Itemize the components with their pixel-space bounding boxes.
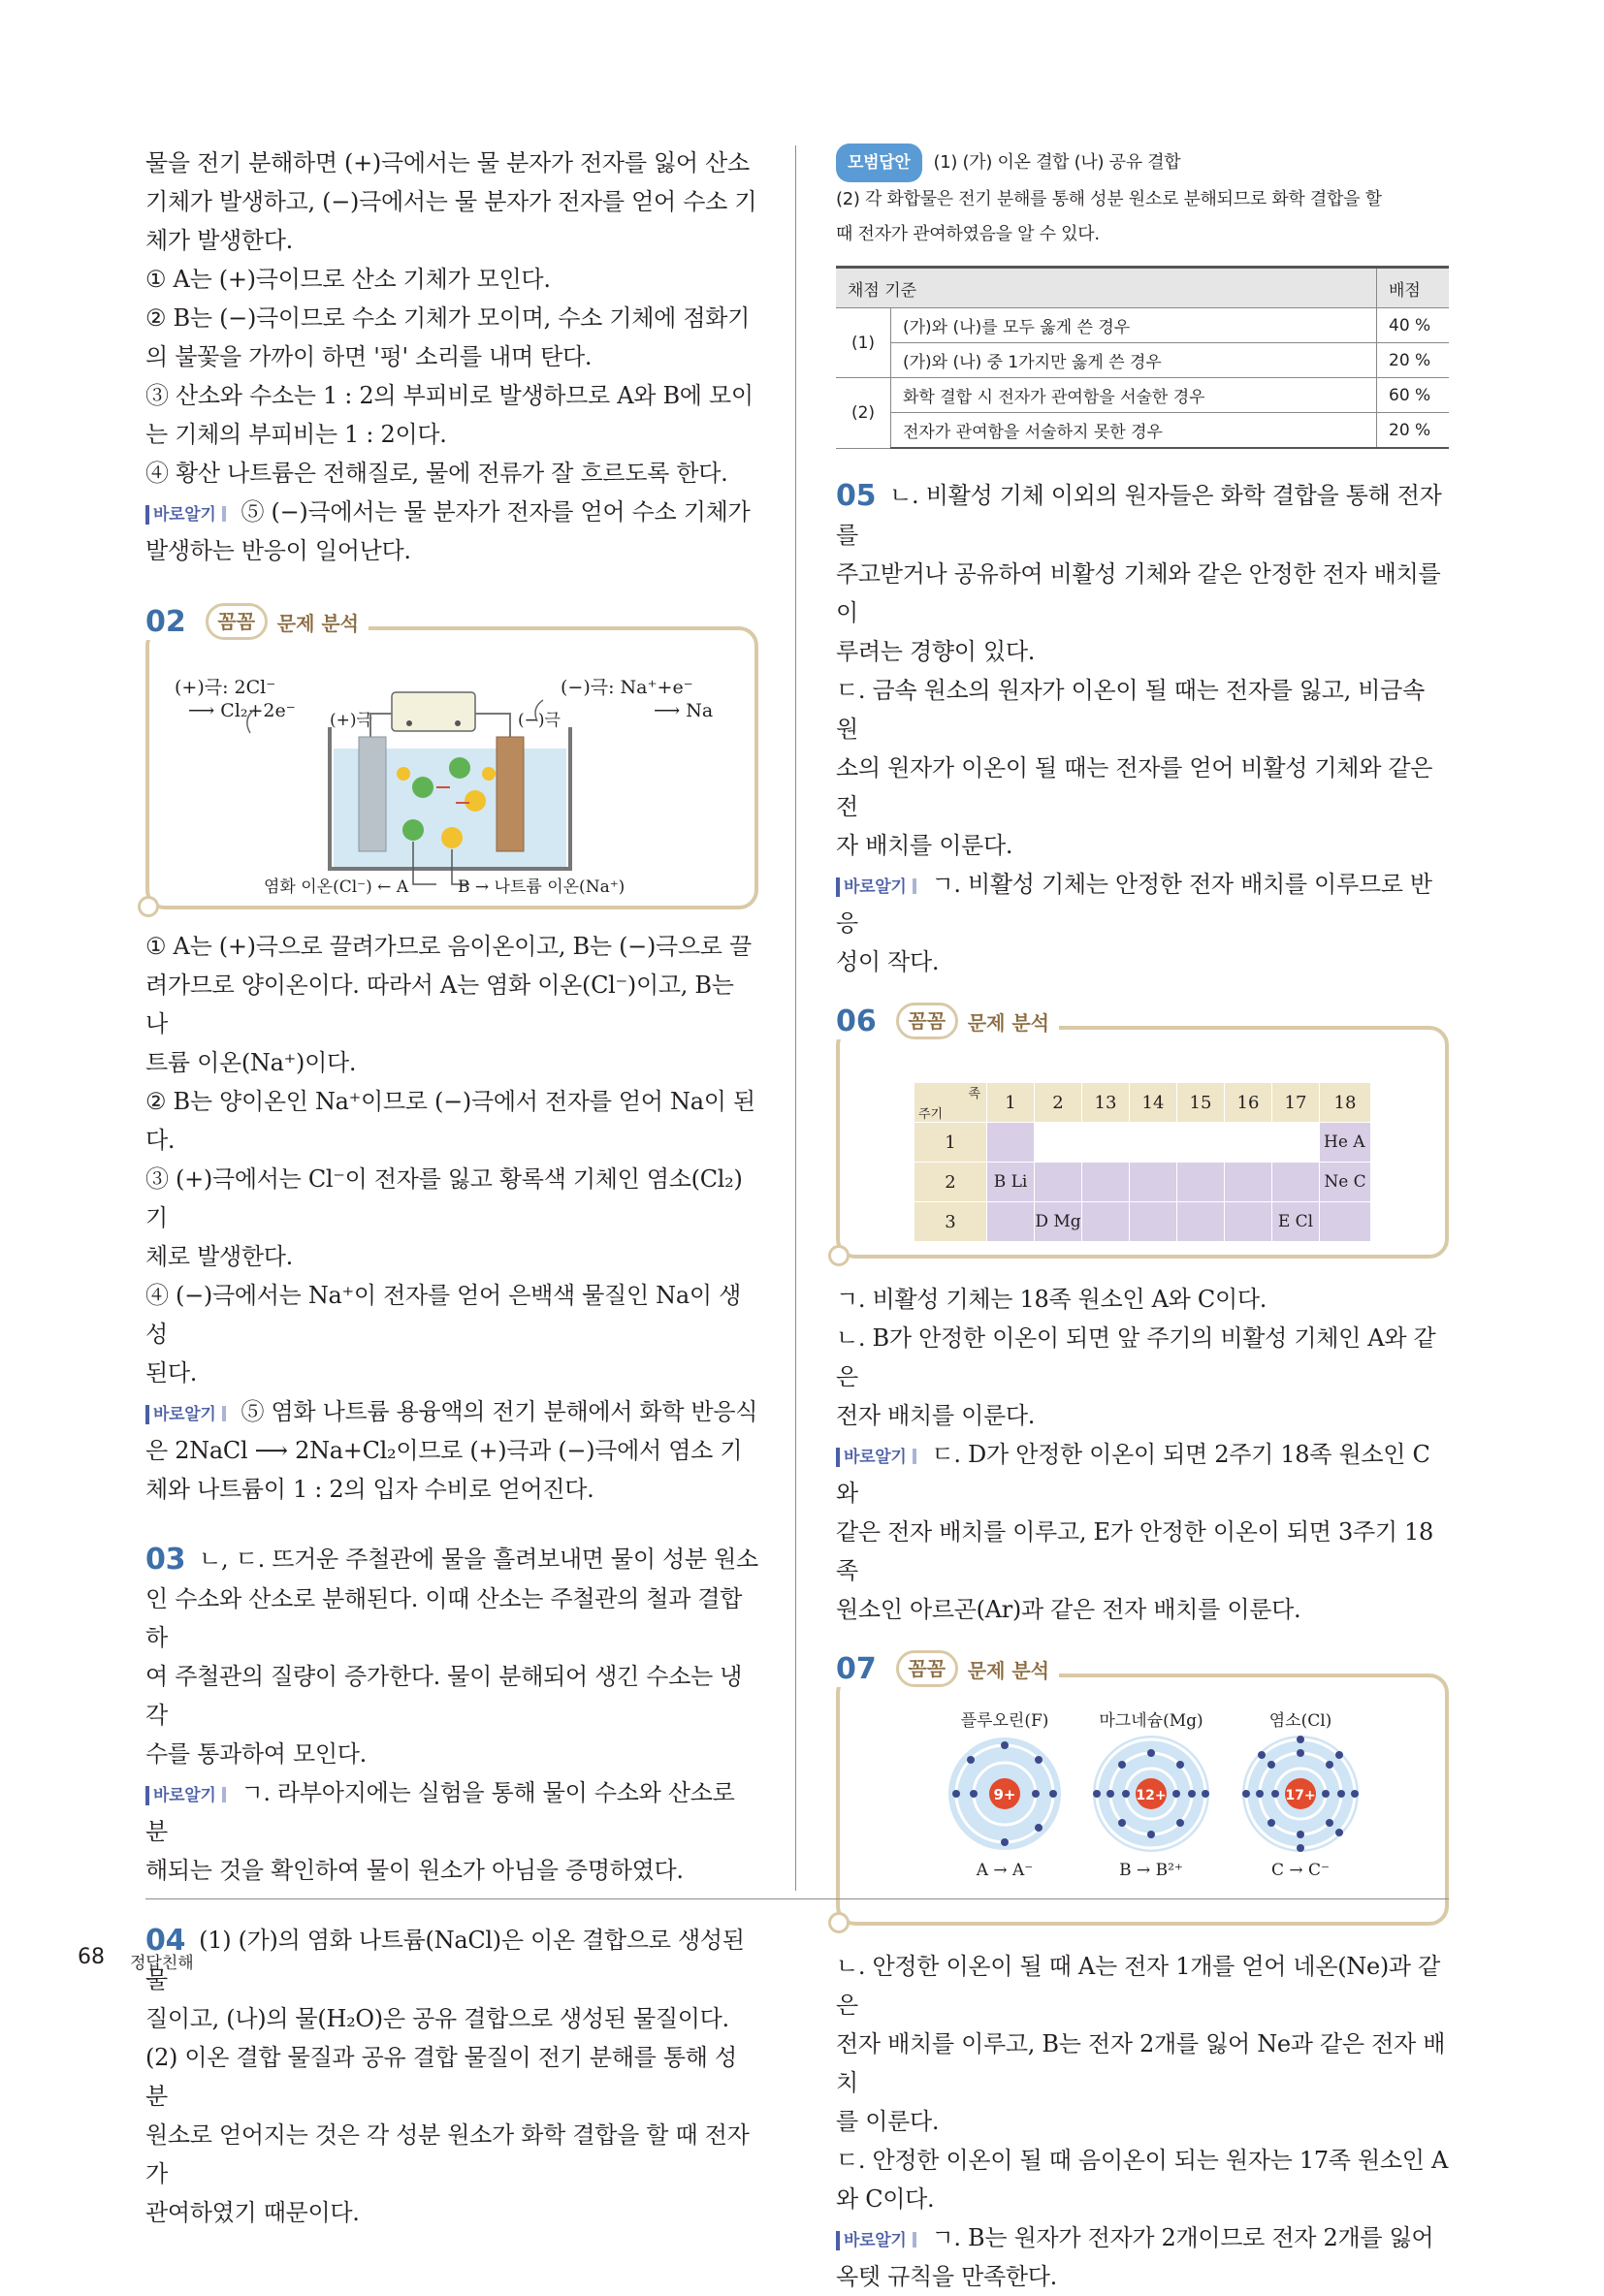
box-corner-dot <box>828 1912 850 1933</box>
question-number: 05 <box>836 479 877 513</box>
bohr-model-f <box>942 1731 1068 1857</box>
element-cell: E Cl <box>1272 1202 1320 1242</box>
table-cell: (가)와 (나)를 모두 옳게 쓴 경우 <box>891 308 1377 343</box>
question-number: 07 <box>836 1651 877 1686</box>
atom-magnesium <box>1078 1706 1224 1880</box>
baro-line: 바로알기 ㄱ. 라부아지에는 실험을 통해 물이 수소와 산소로 분 <box>145 1779 735 1845</box>
text-line: (2) 각 화합물은 전기 분해를 통해 성분 원소로 분해되므로 화학 결합을 할 <box>836 189 1382 209</box>
atom-fluorine <box>937 1706 1073 1880</box>
model-answer <box>836 144 1449 252</box>
text-line: 수를 통과하여 모인다. <box>145 1740 367 1768</box>
text-line: ① A는 (+)극으로 끌려가므로 음이온이고, B는 (−)극으로 끌 <box>145 933 752 960</box>
baro-line: 바로알기 ㄷ. D가 안정한 이온이 되면 2주기 18족 원소인 C와 <box>836 1441 1430 1507</box>
kkom-badge: 꼼꼼 <box>896 1650 958 1687</box>
nucleus-label: 12+ <box>1136 1788 1167 1803</box>
element-cell <box>987 1202 1035 1242</box>
kkom-badge: 꼼꼼 <box>896 1003 958 1039</box>
text-line: 된다. <box>145 1359 198 1387</box>
chloride-ion <box>402 819 424 841</box>
electrolysis-apparatus <box>149 630 754 906</box>
period-header: 3 <box>914 1202 987 1242</box>
periodic-table <box>914 1082 1371 1242</box>
bohr-model-mg <box>1088 1731 1214 1857</box>
element-cell <box>1130 1163 1177 1202</box>
footer-rule <box>145 1898 1449 1899</box>
text-line: 때 전자가 관여하였음을 알 수 있다. <box>836 224 1100 244</box>
left-column <box>145 144 758 2232</box>
kkom-badge: 꼼꼼 <box>206 603 268 640</box>
model-answer-badge: 모범답안 <box>836 144 922 182</box>
group-header: 13 <box>1082 1083 1130 1123</box>
scoring-table <box>836 266 1449 449</box>
column-divider <box>795 145 796 1891</box>
q06-explanation <box>836 1280 1449 1629</box>
element-cell: He A <box>1320 1123 1371 1163</box>
table-cell: 전자가 관여함을 서술하지 못한 경우 <box>891 413 1377 449</box>
baro-label: 바로알기 <box>836 1448 922 1467</box>
q07-explanation <box>836 1947 1449 2296</box>
group-header: 15 <box>1177 1083 1225 1123</box>
table-row <box>836 378 1449 413</box>
right-eq-line2: ⟶ Na <box>654 700 714 721</box>
text-line: 원소인 아르곤(Ar)과 같은 전자 배치를 이룬다. <box>836 1596 1301 1623</box>
group-header: 2 <box>1035 1083 1082 1123</box>
gap-cell <box>1035 1123 1272 1163</box>
gap-cell <box>1272 1123 1320 1163</box>
text-line: 체와 나트륨이 1 : 2의 입자 수비로 얻어진다. <box>145 1476 594 1503</box>
text-line: ② B는 (−)극이므로 수소 기체가 모이며, 수소 기체에 점화기 <box>145 304 751 332</box>
group-header: 16 <box>1225 1083 1272 1123</box>
text-line: 체로 발생한다. <box>145 1243 293 1270</box>
left-eq-line1: (+)극: 2Cl⁻ <box>175 677 276 698</box>
right-eq-line1: (−)극: Na⁺+e⁻ <box>561 677 693 698</box>
group-header: 17 <box>1272 1083 1320 1123</box>
element-cell <box>1225 1163 1272 1202</box>
text-line: 전자 배치를 이루고, B는 전자 2개를 잃어 Ne과 같은 전자 배치 <box>836 2030 1446 2096</box>
question-number: 06 <box>836 1004 877 1038</box>
baro-label: 바로알기 <box>836 2231 922 2250</box>
period-header: 1 <box>914 1123 987 1163</box>
text-line: 주고받거나 공유하여 비활성 기체와 같은 안정한 전자 배치를 이 <box>836 560 1441 626</box>
chloride-ion <box>449 757 470 779</box>
sodium-ion <box>397 767 410 781</box>
text-line: 발생하는 반응이 일어난다. <box>145 537 411 564</box>
q02-analysis-box <box>145 604 758 909</box>
label-b: B → 나트륨 이온(Na⁺) <box>458 877 626 897</box>
group-header: 18 <box>1320 1083 1371 1123</box>
left-eq-line2: ⟶ Cl₂+2e⁻ <box>188 700 296 721</box>
text-line: ㄴ, ㄷ. 뜨거운 주철관에 물을 흘려보내면 물이 성분 원소 <box>199 1546 758 1573</box>
element-cell <box>1272 1163 1320 1202</box>
question-number: 02 <box>145 604 186 639</box>
text-line: 원소로 얻어지는 것은 각 성분 원소가 화학 결합을 할 때 전자가 <box>145 2121 750 2187</box>
chloride-ion <box>412 777 433 798</box>
text-line: ㄴ. B가 안정한 이온이 되면 앞 주기의 비활성 기체인 A와 같은 <box>836 1324 1436 1390</box>
text-line: ④ (−)극에서는 Na⁺이 전자를 얻어 은백색 물질인 Na이 생성 <box>145 1282 741 1348</box>
text-line: 은 2NaCl ⟶ 2Na+Cl₂이므로 (+)극과 (−)극에서 염소 기 <box>145 1437 743 1464</box>
text-line: (1) (가) 이온 결합 (나) 공유 결합 <box>933 152 1181 173</box>
text-line: ㄷ. 금속 원소의 원자가 이온이 될 때는 전자를 잃고, 비금속 원 <box>836 677 1425 743</box>
element-cell <box>1082 1202 1130 1242</box>
text-line: ㄴ. 비활성 기체 이외의 원자들은 화학 결합을 통해 전자를 <box>836 482 1442 549</box>
text-line: ① A는 (+)극이므로 산소 기체가 모인다. <box>145 266 551 293</box>
table-row <box>836 308 1449 343</box>
atom-chlorine <box>1228 1706 1373 1880</box>
bohr-model-cl <box>1237 1731 1363 1857</box>
question-number: 03 <box>145 1543 186 1577</box>
box-title: 문제 분석 <box>276 611 359 635</box>
ion-label: C → C⁻ <box>1270 1861 1331 1880</box>
element-cell: D Mg <box>1035 1202 1082 1242</box>
element-cell <box>1035 1163 1082 1202</box>
group-header: 1 <box>987 1083 1035 1123</box>
text-line: 인 수소와 산소로 분해된다. 이때 산소는 주철관의 철과 결합하 <box>145 1585 743 1651</box>
table-cell: 60 % <box>1377 378 1450 413</box>
element-cell: Ne C <box>1320 1163 1371 1202</box>
box-corner-dot <box>828 1245 850 1266</box>
box-title: 문제 분석 <box>967 1010 1049 1035</box>
table-row <box>836 413 1449 449</box>
ion-label: B → B²⁺ <box>1119 1861 1183 1880</box>
element-cell <box>1225 1202 1272 1242</box>
text-line: 같은 전자 배치를 이루고, E가 안정한 이온이 되면 3주기 18족 <box>836 1518 1433 1584</box>
text-line: (2) 이온 결합 물질과 공유 결합 물질이 전기 분해를 통해 성분 <box>145 2044 737 2110</box>
baro-label: 바로알기 <box>145 1405 232 1424</box>
atom-name: 플루오린(F) <box>960 1711 1049 1731</box>
text-line: 트륨 이온(Na⁺)이다. <box>145 1049 357 1076</box>
page-number: 68 <box>78 1945 105 1969</box>
text-line: 옥텟 규칙을 만족한다. <box>836 2263 1057 2290</box>
sodium-ion <box>482 767 496 781</box>
text-line: 자 배치를 이룬다. <box>836 832 1013 859</box>
minus-electrode-label: (−)극 <box>518 711 561 730</box>
baro-line: 바로알기 ⑤ 염화 나트륨 용융액의 전기 분해에서 화학 반응식 <box>145 1392 758 1431</box>
text-line: 의 불꽃을 가까이 하면 '펑' 소리를 내며 탄다. <box>145 343 593 370</box>
sodium-ion <box>465 790 486 812</box>
q02-explanation <box>145 927 758 1509</box>
electrolysis-diagram <box>149 630 754 906</box>
text-line: 소의 원자가 이온이 될 때는 전자를 얻어 비활성 기체와 같은 전 <box>836 754 1433 820</box>
text-line: 성이 작다. <box>836 948 940 975</box>
baro-line: 바로알기 ㄱ. 비활성 기체는 안정한 전자 배치를 이루므로 반응 <box>836 871 1432 937</box>
text-line: ④ 황산 나트륨은 전해질로, 물에 전류가 잘 흐르도록 한다. <box>145 460 728 487</box>
scoring-header-criterion: 채점 기준 <box>836 268 1377 308</box>
group-header: 14 <box>1130 1083 1177 1123</box>
text-line: ② B는 양이온인 Na⁺이므로 (−)극에서 전자를 얻어 Na이 된다. <box>145 1088 755 1154</box>
q03-explanation <box>145 1540 758 1890</box>
q06-box-header <box>836 1003 1059 1039</box>
scoring-header-score: 배점 <box>1377 268 1450 308</box>
nucleus-label: 9+ <box>993 1786 1016 1803</box>
label-a: 염화 이온(Cl⁻) ← A <box>264 877 409 897</box>
q07-analysis-box <box>836 1651 1449 1926</box>
text-line: 해되는 것을 확인하여 물이 원소가 아님을 증명하였다. <box>145 1857 684 1884</box>
text-line: (1) (가)의 염화 나트륨(NaCl)은 이온 결합으로 생성된 물 <box>145 1927 745 1993</box>
element-cell <box>1082 1163 1130 1202</box>
text-line: 려가므로 양이온이다. 따라서 A는 염화 이온(Cl⁻)이고, B는 나 <box>145 972 734 1037</box>
table-cell: (1) <box>836 308 891 378</box>
text-line: 와 C이다. <box>836 2185 935 2213</box>
q07-box-header <box>836 1650 1059 1687</box>
element-cell <box>1177 1202 1225 1242</box>
table-cell: (2) <box>836 378 891 449</box>
ion-label: A → A⁻ <box>976 1861 1034 1880</box>
table-cell: 화학 결합 시 전자가 관여함을 서술한 경우 <box>891 378 1377 413</box>
q04-explanation <box>145 1921 758 2232</box>
text-line: 체가 발생한다. <box>145 227 293 254</box>
text-line: 질이고, (나)의 물(H₂O)은 공유 결합으로 생성된 물질이다. <box>145 2005 729 2032</box>
text-line: 물을 전기 분해하면 (+)극에서는 물 분자가 전자를 잃어 산소 <box>145 149 750 176</box>
text-line: 는 기체의 부피비는 1 : 2이다. <box>145 421 447 448</box>
box-title: 문제 분석 <box>967 1658 1049 1682</box>
text-line: ㄴ. 안정한 이온이 될 때 A는 전자 1개를 얻어 네온(Ne)과 같은 <box>836 1953 1441 2019</box>
text-line: ③ (+)극에서는 Cl⁻이 전자를 잃고 황록색 기체인 염소(Cl₂) 기 <box>145 1165 743 1231</box>
plus-electrode-label: (+)극 <box>330 711 372 730</box>
table-cell: 20 % <box>1377 343 1450 378</box>
text-line: 관여하였기 때문이다. <box>145 2199 360 2226</box>
text-line: 루려는 경향이 있다. <box>836 638 1036 665</box>
corner-cell: 족 주기 <box>914 1083 987 1123</box>
element-cell <box>1177 1163 1225 1202</box>
text-line: 여 주철관의 질량이 증가한다. 물이 분해되어 생긴 수소는 냉각 <box>145 1663 743 1729</box>
element-cell: B Li <box>987 1163 1035 1202</box>
right-column <box>836 144 1449 2296</box>
baro-line: 바로알기 ⑤ (−)극에서는 물 분자가 전자를 얻어 수소 기체가 <box>145 493 758 531</box>
intro-explanation <box>145 144 758 570</box>
text-line: ㄷ. 안정한 이온이 될 때 음이온이 되는 원자는 17족 원소인 A <box>836 2147 1449 2174</box>
text-line: 를 이룬다. <box>836 2108 940 2135</box>
baro-line: 바로알기 ㄱ. B는 원자가 전자가 2개이므로 전자 2개를 잃어 <box>836 2218 1449 2257</box>
text-line: 기체가 발생하고, (−)극에서는 물 분자가 전자를 얻어 수소 기 <box>145 188 757 215</box>
atom-name: 마그네슘(Mg) <box>1099 1711 1203 1731</box>
page-label: 정답친해 <box>130 1954 194 1973</box>
table-row <box>836 343 1449 378</box>
element-cell <box>1130 1202 1177 1242</box>
q06-analysis-box <box>836 1004 1449 1259</box>
question-number: 04 <box>145 1924 186 1958</box>
atom-name: 염소(Cl) <box>1268 1711 1332 1731</box>
q05-explanation <box>836 476 1449 981</box>
baro-label: 바로알기 <box>836 877 922 897</box>
element-cell <box>1320 1202 1371 1242</box>
table-cell: 20 % <box>1377 413 1450 449</box>
baro-label: 바로알기 <box>145 505 232 525</box>
text-line: ㄱ. 비활성 기체는 18족 원소인 A와 C이다. <box>836 1286 1267 1313</box>
element-cell <box>987 1123 1035 1163</box>
text-line: 전자 배치를 이룬다. <box>836 1402 1036 1429</box>
table-cell: (가)와 (나) 중 1가지만 옳게 쓴 경우 <box>891 343 1377 378</box>
table-cell: 40 % <box>1377 308 1450 343</box>
baro-label: 바로알기 <box>145 1786 232 1805</box>
text-line: ③ 산소와 수소는 1 : 2의 부피비로 발생하므로 A와 B에 모이 <box>145 382 754 409</box>
period-header: 2 <box>914 1163 987 1202</box>
sodium-ion <box>441 827 463 848</box>
nucleus-label: 17+ <box>1285 1788 1316 1803</box>
